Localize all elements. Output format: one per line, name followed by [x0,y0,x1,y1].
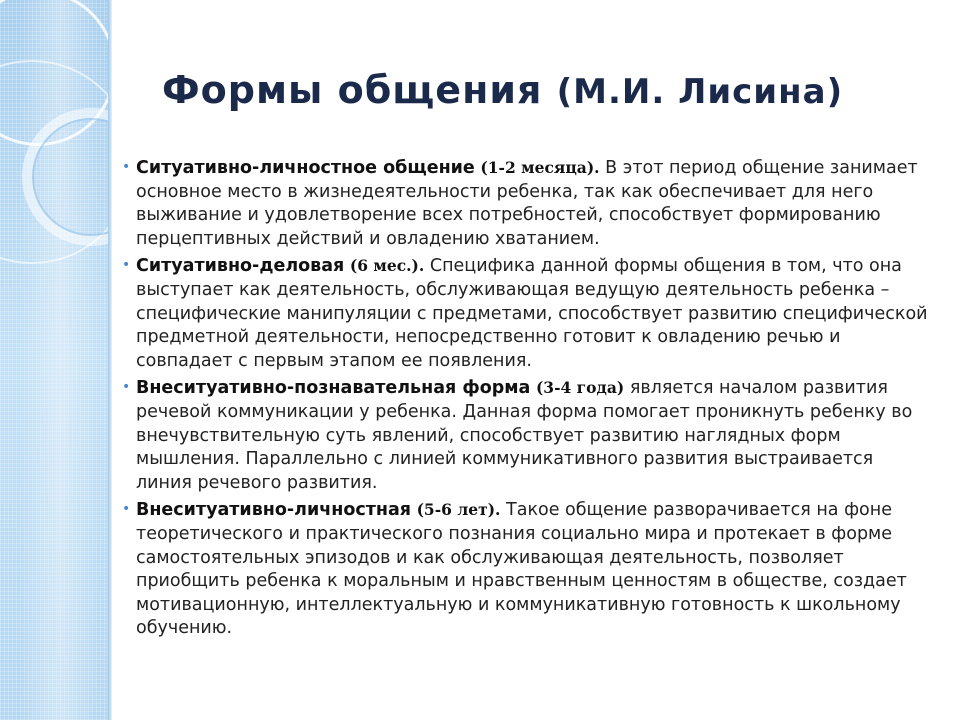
list-item [122,254,932,373]
item-term: Ситуативно-личностное общение [136,158,475,178]
item-age: (6 мес.). [349,256,425,276]
list-item [122,498,932,641]
item-term: Ситуативно-деловая [136,256,345,277]
side-panel-edge [108,0,112,720]
list-item [122,376,932,495]
slide-title-author: (М.И. Лисина) [556,72,844,112]
item-age: (5-6 лет). [416,500,501,520]
item-text: является началом развития речевой коммуникации у ребенка. Данная форма помогает проникнуть ребенку во внечувствительную суть явлений, способствует развитию наглядных форм мышления. Параллельно с линией коммуникативного развития выстраивается линия речевого развития. [136,378,913,493]
slide-title [162,68,922,112]
bullet-icon: • [122,379,131,396]
item-term: Внеситуативно-личностная [136,500,412,521]
item-age: (1-2 месяца). [480,158,600,177]
list-item [122,156,932,251]
item-term: Внеситуативно-познавательная форма [136,378,531,399]
bullet-icon: • [122,501,131,518]
bullet-icon: • [122,257,131,274]
item-text: Такое общение разворачивается на фоне теоретического и практического познания социально мира и протекает в форме самостоятельных эпизодов и как обслуживающая деятельность, позволяет приобщить ребенка к моральным и нравственным ценностям в обществе, создает мотивационную, интеллектуальную и коммуникативную готовность к школьному обучению. [136,500,907,639]
slide-title-main: Формы общения [162,68,543,112]
bullet-icon: • [122,159,131,175]
slide-content [122,156,932,644]
decorative-side-panel [0,0,108,720]
item-age: (3-4 года) [535,378,625,398]
item-text: Специфика данной формы общения в том, что она выступает как деятельность, обслуживающая ведущую деятельность ребенка – специфические манипуляции с предметами, способствует развитию специфической предметной деятельности, непосредственно готовит к овладению речью и совпадает с первым этапом ее появления. [136,256,928,371]
item-text: В этот период общение занимает основное место в жизнедеятельности ребенка, так как обеспечивает для него выживание и удовлетворение всех потребностей, способствует формированию перцептивных действий и овладению хватанием. [136,158,918,249]
